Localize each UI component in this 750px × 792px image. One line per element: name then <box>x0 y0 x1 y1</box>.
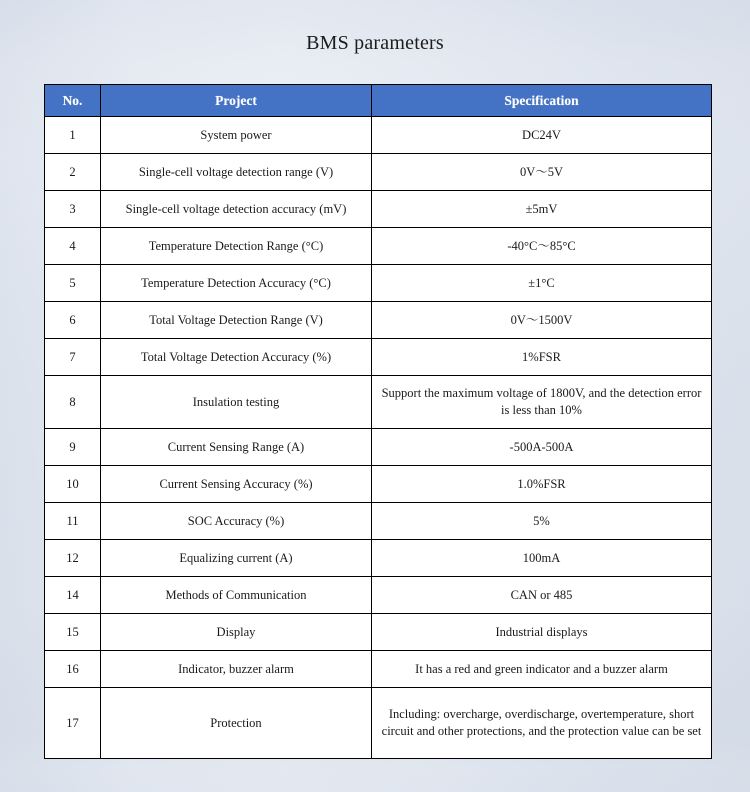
cell-project: Indicator, buzzer alarm <box>101 651 372 688</box>
cell-specification: -500A-500A <box>372 429 712 466</box>
column-header-specification: Specification <box>372 85 712 117</box>
table-row <box>45 540 712 577</box>
table-row <box>45 117 712 154</box>
cell-specification: 100mA <box>372 540 712 577</box>
cell-no: 17 <box>45 688 101 759</box>
table-header <box>45 85 712 117</box>
cell-specification: CAN or 485 <box>372 577 712 614</box>
cell-project: Current Sensing Range (A) <box>101 429 372 466</box>
cell-project: Single-cell voltage detection range (V) <box>101 154 372 191</box>
table-row <box>45 376 712 429</box>
cell-no: 10 <box>45 466 101 503</box>
cell-project: Temperature Detection Range (°C) <box>101 228 372 265</box>
cell-project: Current Sensing Accuracy (%) <box>101 466 372 503</box>
column-header-project: Project <box>101 85 372 117</box>
cell-no: 3 <box>45 191 101 228</box>
cell-no: 11 <box>45 503 101 540</box>
cell-project: Methods of Communication <box>101 577 372 614</box>
table-row <box>45 503 712 540</box>
cell-specification: Including: overcharge, overdischarge, overtemperature, short circuit and other protections, and the protection value can be set <box>372 688 712 759</box>
cell-specification: 0V～1500V <box>372 302 712 339</box>
cell-project: System power <box>101 117 372 154</box>
table-body <box>45 117 712 759</box>
cell-no: 9 <box>45 429 101 466</box>
cell-no: 5 <box>45 265 101 302</box>
table-row <box>45 339 712 376</box>
bms-parameters-table-container <box>44 84 711 759</box>
table-row <box>45 466 712 503</box>
cell-no: 4 <box>45 228 101 265</box>
page-title: BMS parameters <box>306 32 444 54</box>
column-header-no: No. <box>45 85 101 117</box>
cell-no: 16 <box>45 651 101 688</box>
cell-no: 12 <box>45 540 101 577</box>
cell-specification: ±5mV <box>372 191 712 228</box>
cell-project: SOC Accuracy (%) <box>101 503 372 540</box>
cell-project: Insulation testing <box>101 376 372 429</box>
table-row <box>45 577 712 614</box>
cell-project: Display <box>101 614 372 651</box>
cell-specification: 0V～5V <box>372 154 712 191</box>
cell-specification: Industrial displays <box>372 614 712 651</box>
cell-no: 2 <box>45 154 101 191</box>
cell-no: 7 <box>45 339 101 376</box>
cell-specification: Support the maximum voltage of 1800V, and the detection error is less than 10% <box>372 376 712 429</box>
cell-specification: 5% <box>372 503 712 540</box>
cell-project: Temperature Detection Accuracy (°C) <box>101 265 372 302</box>
table-row <box>45 688 712 759</box>
cell-specification: 1%FSR <box>372 339 712 376</box>
table-row <box>45 265 712 302</box>
table-row <box>45 228 712 265</box>
table-row <box>45 614 712 651</box>
table-row <box>45 302 712 339</box>
table-row <box>45 429 712 466</box>
cell-project: Equalizing current (A) <box>101 540 372 577</box>
table-row <box>45 154 712 191</box>
cell-no: 15 <box>45 614 101 651</box>
cell-project: Total Voltage Detection Accuracy (%) <box>101 339 372 376</box>
bms-parameters-table <box>44 84 712 759</box>
table-row <box>45 651 712 688</box>
cell-specification: 1.0%FSR <box>372 466 712 503</box>
cell-specification: ±1°C <box>372 265 712 302</box>
cell-no: 6 <box>45 302 101 339</box>
cell-project: Protection <box>101 688 372 759</box>
cell-specification: DC24V <box>372 117 712 154</box>
cell-specification: -40°C～85°C <box>372 228 712 265</box>
cell-project: Total Voltage Detection Range (V) <box>101 302 372 339</box>
cell-no: 14 <box>45 577 101 614</box>
table-header-row <box>45 85 712 117</box>
cell-specification: It has a red and green indicator and a buzzer alarm <box>372 651 712 688</box>
cell-no: 8 <box>45 376 101 429</box>
cell-no: 1 <box>45 117 101 154</box>
cell-project: Single-cell voltage detection accuracy (mV) <box>101 191 372 228</box>
table-row <box>45 191 712 228</box>
